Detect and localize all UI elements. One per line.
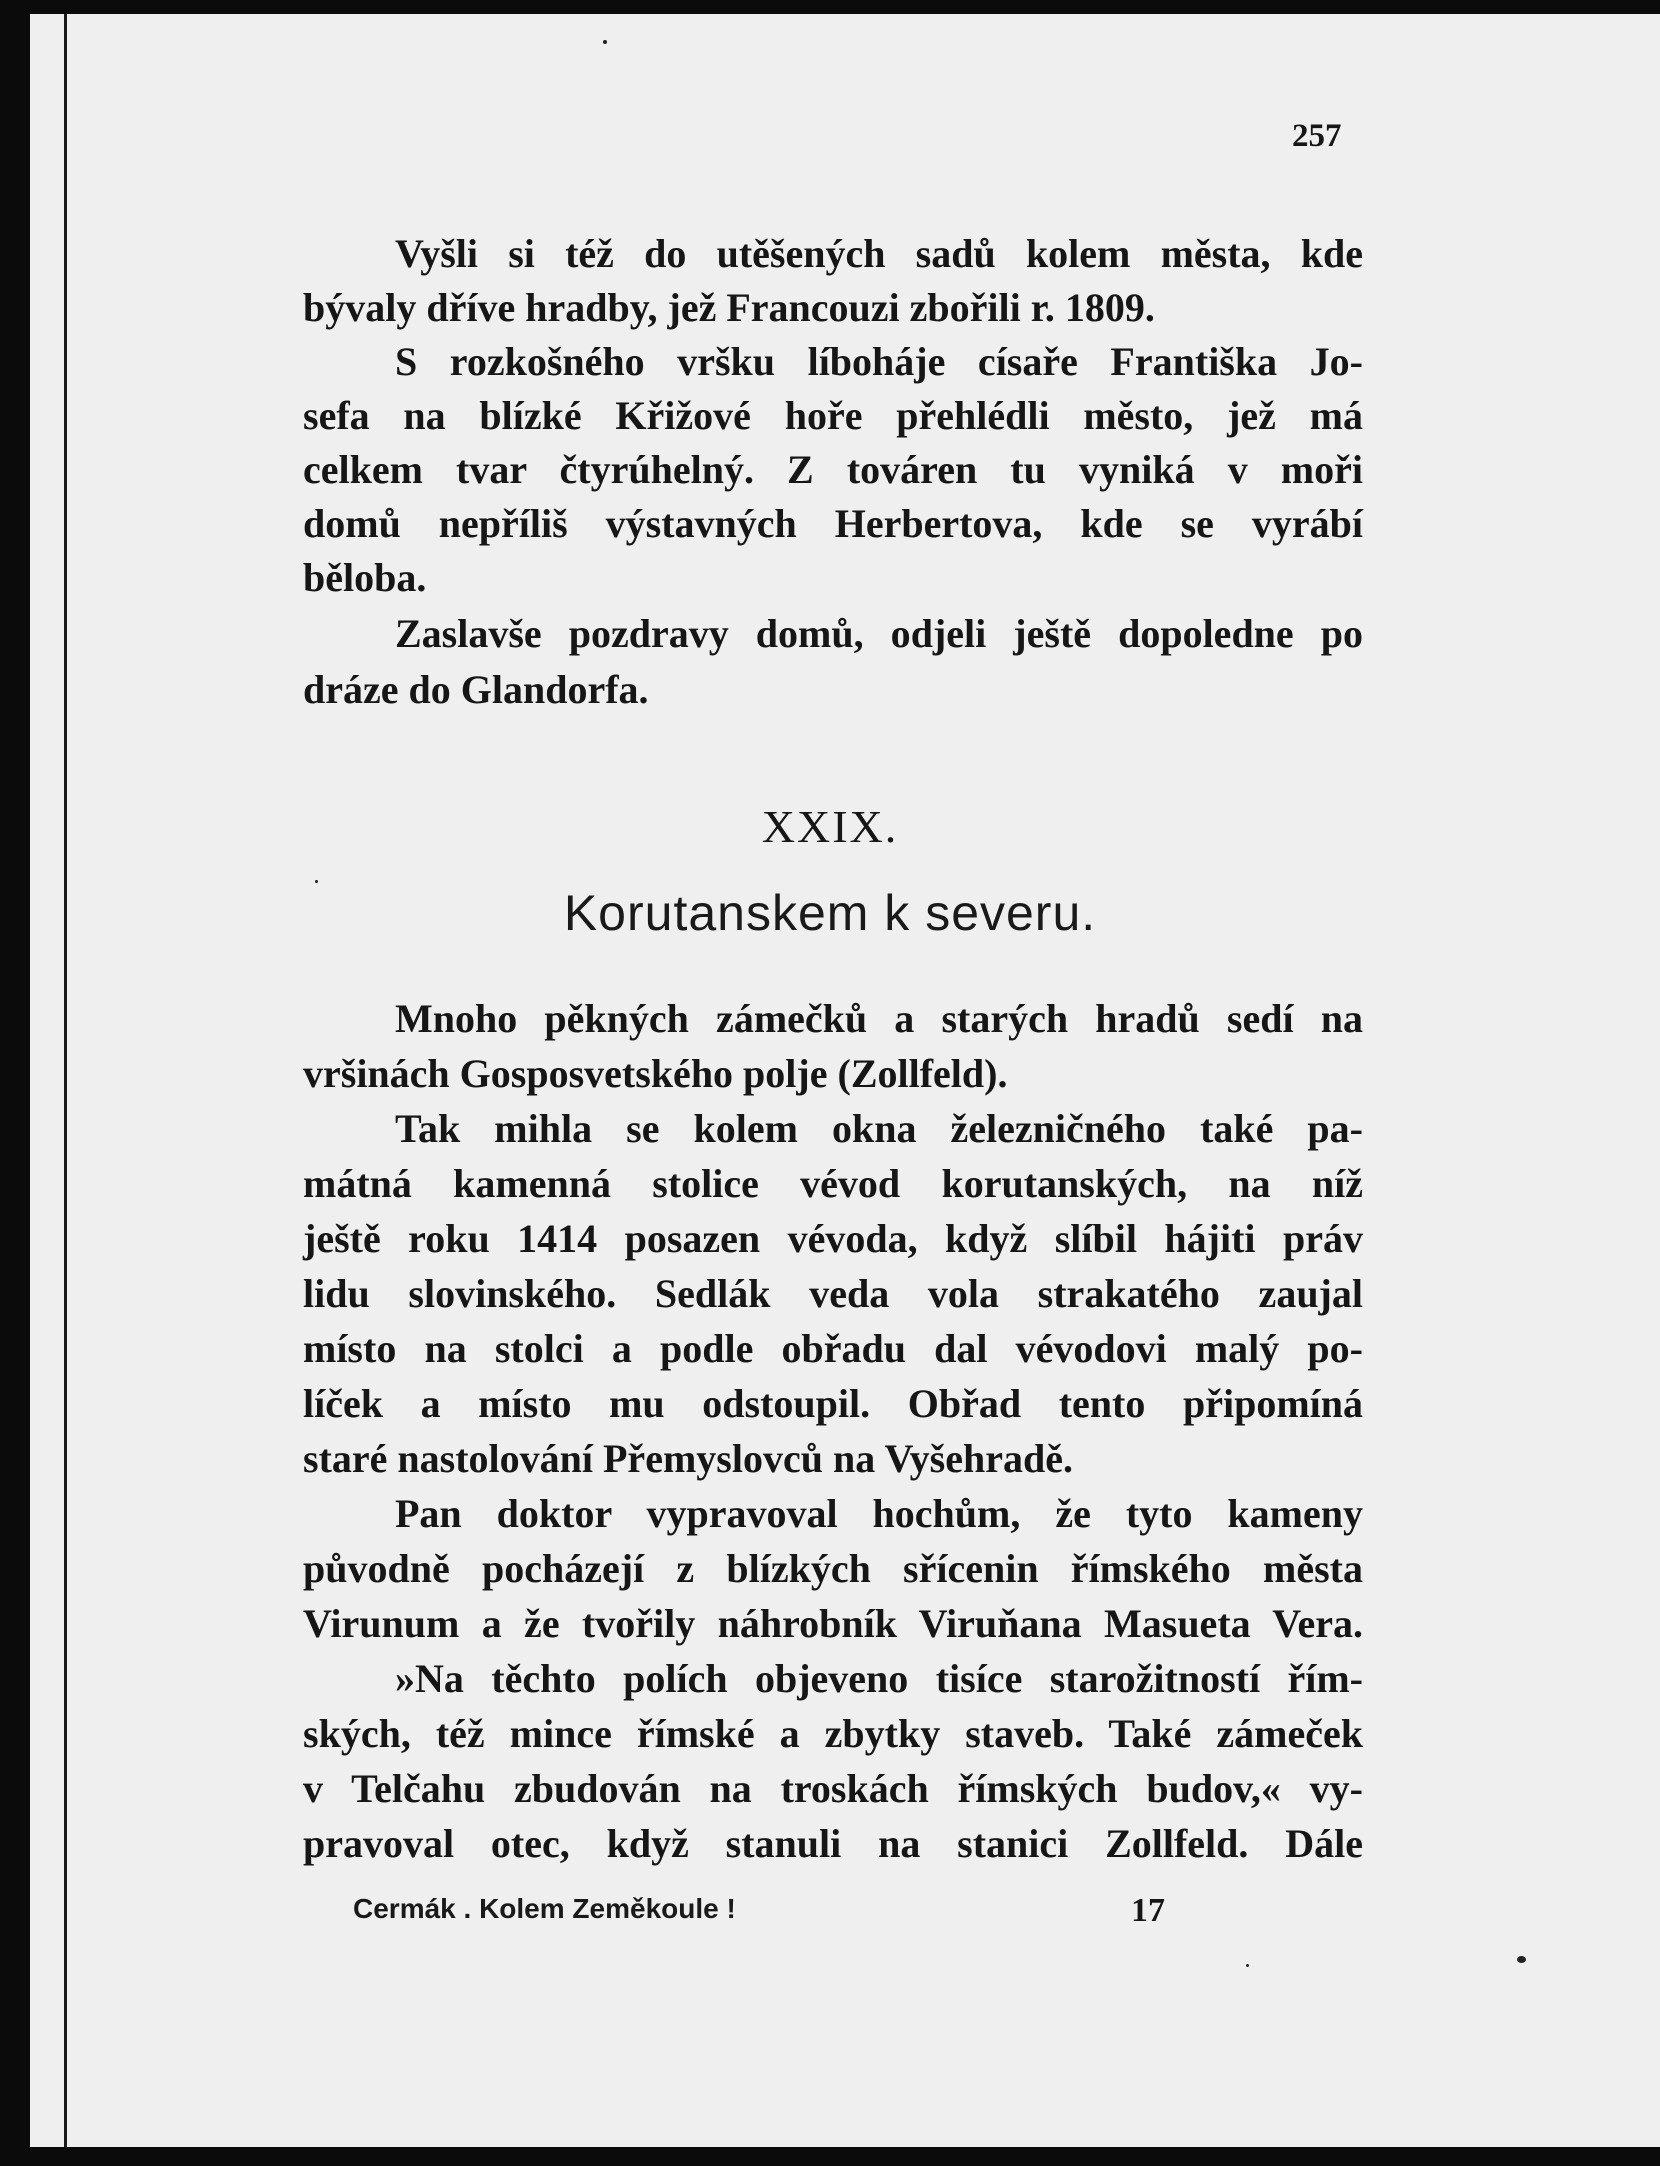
chapter-number: XXIX. — [761, 801, 899, 852]
text-line: lidu slovinského. Sedlák veda vola strakatého zaujal — [303, 1271, 1363, 1316]
text-line: líček a místo mu odstoupil. Obřad tento připomíná — [303, 1381, 1363, 1426]
text-line: bývaly dříve hradby, jež Francouzi zbořili r. 1809. — [303, 285, 1155, 330]
text-line: původně pocházejí z blízkých sřícenin římského města — [303, 1546, 1363, 1591]
text-line: mátná kamenná stolice vévod korutanských, na níž — [303, 1161, 1363, 1206]
text-line: v Telčahu zbudován na troskách římských budov,« vy- — [303, 1766, 1363, 1811]
dust-speck — [603, 40, 607, 44]
sheet-number: 17 — [1131, 1892, 1165, 1929]
text-line: Virunum a že tvořily náhrobník Viruňana Masueta Vera. — [303, 1601, 1363, 1646]
text-line: »Na těchto polích objeveno tisíce starožitností řím- — [395, 1656, 1363, 1701]
text-line: Mnoho pěkných zámečků a starých hradů sedí na — [395, 996, 1363, 1041]
text-line: pravoval otec, když stanuli na stanici Zollfeld. Dále — [303, 1821, 1363, 1866]
page-number: 257 — [1292, 118, 1342, 154]
text-line: staré nastolování Přemyslovců na Vyšehradě. — [303, 1436, 1073, 1481]
text-line: ských, též mince římské a zbytky staveb. Také zámeček — [303, 1711, 1363, 1756]
text-line: domů nepříliš výstavných Herbertova, kde se vyrábí — [303, 501, 1363, 546]
dust-speck — [1246, 1964, 1249, 1967]
text-line: ještě roku 1414 posazen vévoda, když slíbil hájiti práv — [303, 1216, 1363, 1261]
signature-mark: Cermák . Kolem Zeměkoule ! — [353, 1893, 736, 1924]
chapter-title: Korutanskem k severu. — [563, 885, 1097, 941]
text-line: běloba. — [303, 555, 427, 600]
text-line: Vyšli si též do utěšených sadů kolem města, kde — [395, 231, 1363, 276]
dust-speck — [1517, 1956, 1526, 1963]
text-line: S rozkošného vršku líboháje císaře Františka Jo- — [395, 339, 1363, 384]
text-line: Zaslavše pozdravy domů, odjeli ještě dopoledne po — [395, 611, 1363, 656]
text-line: dráze do Glandorfa. — [303, 667, 649, 712]
binding-edge — [64, 14, 67, 2147]
text-line: Pan doktor vypravoval hochům, že tyto kameny — [395, 1491, 1363, 1536]
text-line: místo na stolci a podle obřadu dal vévodovi malý po- — [303, 1326, 1363, 1371]
dust-speck — [315, 880, 318, 883]
text-line: vršinách Gosposvetského polje (Zollfeld). — [303, 1051, 1008, 1096]
text-line: Tak mihla se kolem okna železničného také pa- — [395, 1106, 1363, 1151]
text-line: celkem tvar čtyrúhelný. Z továren tu vyniká v moři — [303, 447, 1363, 492]
text-line: sefa na blízké Křižové hoře přehlédli město, jež má — [303, 393, 1363, 438]
